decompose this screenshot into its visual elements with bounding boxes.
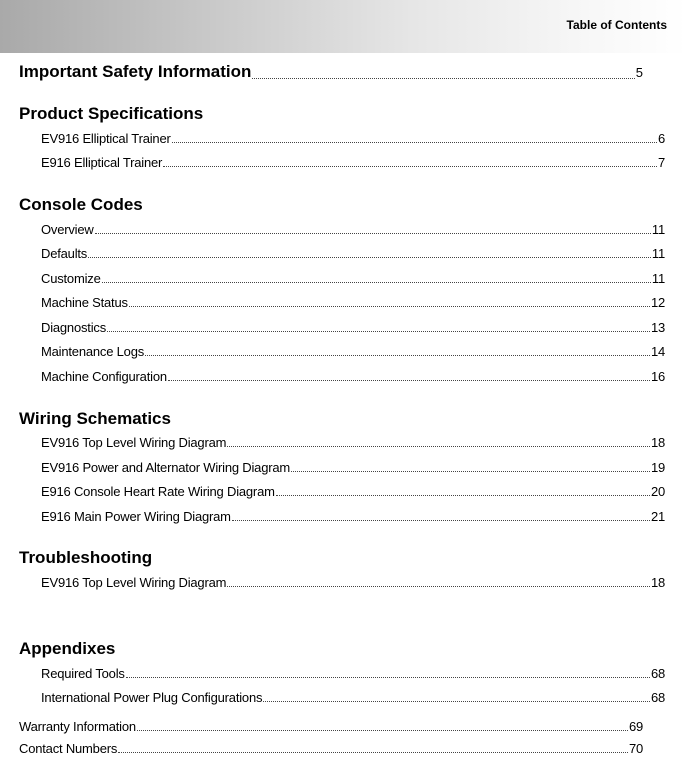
toc-entry-label: International Power Plug Configurations (41, 690, 263, 705)
dot-leader (172, 141, 657, 143)
toc-entry[interactable] (0, 690, 665, 705)
dot-leader (137, 729, 628, 731)
toc-entry[interactable] (0, 295, 665, 310)
toc-entry-page: 5 (635, 65, 643, 80)
toc-entry-contact[interactable] (0, 741, 643, 756)
dot-leader (227, 445, 650, 447)
dot-leader (168, 379, 650, 381)
toc-entry[interactable] (0, 131, 665, 146)
toc-entry-label: EV916 Power and Alternator Wiring Diagram (41, 460, 291, 475)
toc-entry[interactable] (0, 575, 665, 590)
toc-entry-page: 6 (657, 131, 665, 146)
dot-leader (107, 330, 650, 332)
toc-entry-label: E916 Elliptical Trainer (41, 155, 163, 170)
dot-leader (95, 232, 651, 234)
toc-entry[interactable] (0, 246, 665, 261)
section-heading-appendixes: Appendixes (19, 639, 116, 658)
toc-entry-label: Machine Status (41, 295, 128, 310)
section-heading-specs: Product Specifications (19, 104, 204, 123)
toc-entry-page: 16 (650, 369, 665, 384)
toc-entry[interactable] (0, 155, 665, 170)
toc-entry-page: 70 (628, 741, 643, 756)
toc-entry-label: Required Tools (41, 666, 125, 681)
toc-entry-label: Customize (41, 271, 101, 286)
toc-entry-page: 11 (651, 271, 665, 286)
dot-leader (126, 676, 650, 678)
toc-entry[interactable] (0, 271, 665, 286)
toc-entry-label: E916 Console Heart Rate Wiring Diagram (41, 484, 275, 499)
toc-entry-label: EV916 Elliptical Trainer (41, 131, 171, 146)
dot-leader (227, 585, 650, 587)
toc-entry-warranty[interactable] (0, 719, 643, 734)
dot-leader (88, 256, 651, 258)
toc-entry-page: 68 (650, 690, 665, 705)
header-bar (0, 0, 687, 53)
dot-leader (118, 751, 628, 753)
toc-entry-label: Maintenance Logs (41, 344, 145, 359)
toc-entry-page: 11 (651, 246, 665, 261)
toc-entry-label: EV916 Top Level Wiring Diagram (41, 435, 227, 450)
dot-leader (129, 305, 650, 307)
toc-entry[interactable] (0, 369, 665, 384)
toc-entry-page: 11 (651, 222, 665, 237)
toc-entry[interactable] (0, 666, 665, 681)
toc-entry-page: 68 (650, 666, 665, 681)
toc-entry-label: EV916 Top Level Wiring Diagram (41, 575, 227, 590)
toc-entry-page: 12 (650, 295, 665, 310)
toc-entry-page: 14 (650, 344, 665, 359)
toc-entry-label: Overview (41, 222, 94, 237)
dot-leader (291, 470, 650, 472)
toc-entry-label: Important Safety Information (19, 62, 252, 81)
toc-entry-page: 13 (650, 320, 665, 335)
dot-leader (276, 494, 650, 496)
section-heading-console: Console Codes (19, 195, 143, 214)
dot-leader (252, 77, 634, 79)
toc-entry-page: 18 (650, 575, 665, 590)
toc-entry-page: 21 (650, 509, 665, 524)
toc-entry[interactable] (0, 435, 665, 450)
toc-entry-page: 18 (650, 435, 665, 450)
dot-leader (263, 700, 650, 702)
toc-entry-label: E916 Main Power Wiring Diagram (41, 509, 231, 524)
toc-entry-page: 69 (628, 719, 643, 734)
dot-leader (232, 519, 650, 521)
toc-entry-page: 20 (650, 484, 665, 499)
toc-entry[interactable] (0, 460, 665, 475)
toc-entry-label: Contact Numbers (19, 741, 118, 756)
toc-entry[interactable] (0, 344, 665, 359)
section-heading-troubleshooting: Troubleshooting (19, 548, 153, 567)
toc-entry[interactable] (0, 222, 665, 237)
dot-leader (163, 165, 657, 167)
section-heading-wiring: Wiring Schematics (19, 409, 171, 428)
toc-entry-page: 19 (650, 460, 665, 475)
header-title: Table of Contents (566, 18, 667, 32)
toc-entry-label: Machine Configuration (41, 369, 167, 384)
toc-entry[interactable] (0, 320, 665, 335)
toc-entry[interactable] (0, 509, 665, 524)
toc-entry-safety[interactable] (0, 62, 643, 82)
dot-leader (102, 281, 651, 283)
toc-entry[interactable] (0, 484, 665, 499)
toc-entry-label: Diagnostics (41, 320, 106, 335)
toc-entry-label: Defaults (41, 246, 88, 261)
dot-leader (145, 354, 650, 356)
toc-entry-label: Warranty Information (19, 719, 136, 734)
toc-entry-page: 7 (657, 155, 665, 170)
